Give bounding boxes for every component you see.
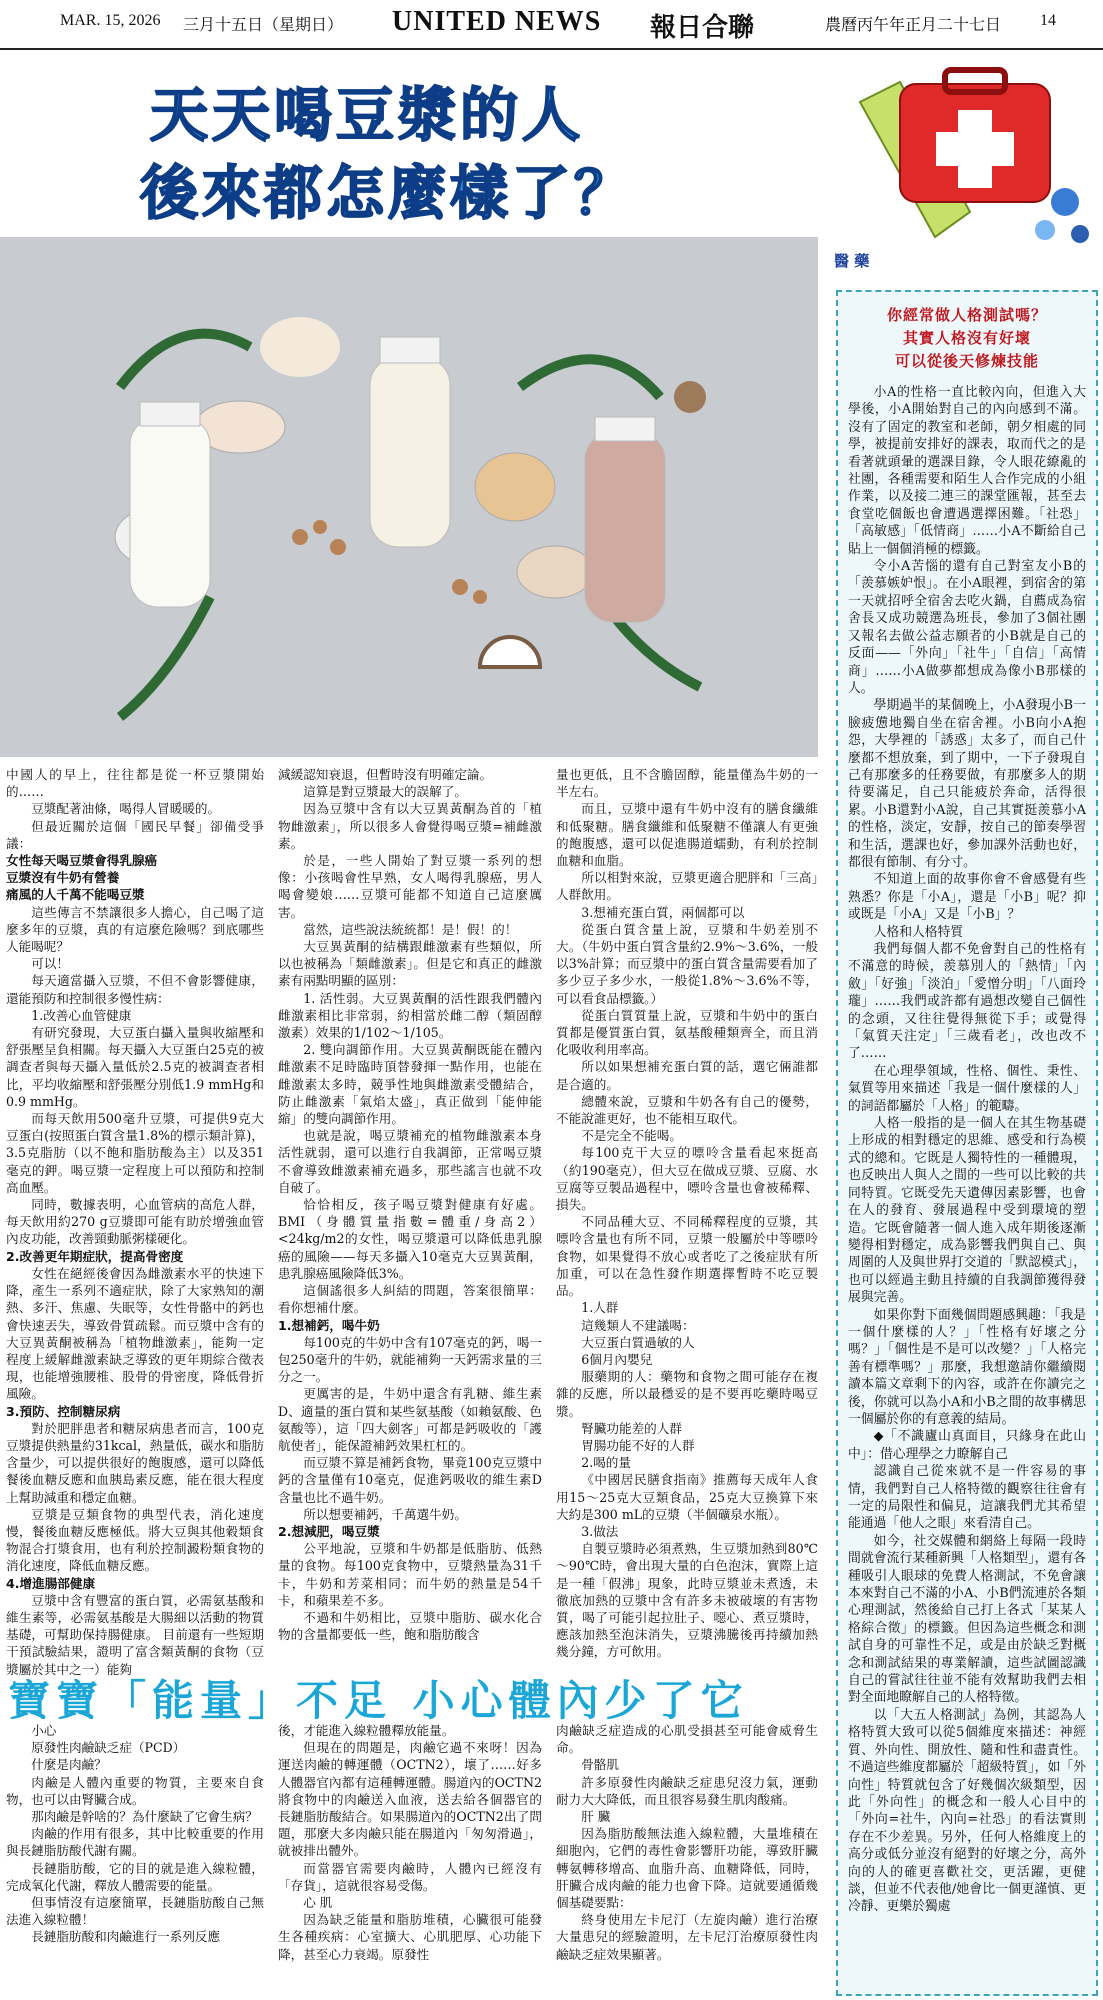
sidebar-title-line: 可以從後天修煉技能 <box>894 352 1039 370</box>
paragraph: 從蛋白質含量上說，豆漿和牛奶差別不大。（牛奶中蛋白質含量約2.9%～3.6%，一般以3%計算；而豆漿中的蛋白質含量需要看加了多少豆子多少水，一般從1.8%～3.6%不等，可以看食品標籤。） <box>556 921 818 1006</box>
paragraph: 但現在的問題是，肉鹼它過不來呀！因為運送肉鹼的轉運體（OCTN2），壞了……好多人體器官內都有這種轉運體。腸道內的OCTN2將食物中的肉鹼送入血液，送去給各個器官的長鏈脂肪酸結合。如果腸道內的OCTN2出了問題，那麼大多肉鹼只能在腸道內「匆匆滑過」，就被排出體外。 <box>278 1740 542 1859</box>
paragraph: 我們每個人都不免會對自己的性格有不滿意的時候，羨慕別人的「熱情」「內斂」「好強」「淡泊」「愛憎分明」「八面玲瓏」……我們或許都有過想改變自己個性的念頭，又往往覺得無從下手；或覺得「氣質天注定」「三歲看老」，改也改不了…… <box>848 942 1086 1062</box>
paragraph: 所以相對來說，豆漿更適合肥胖和「三高」人群飲用。 <box>556 870 818 903</box>
second-article-column-2 <box>278 1722 542 1998</box>
paragraph: 肝 臟 <box>581 1809 611 1825</box>
paragraph: 但最近關於這個「國民早餐」卻備受爭議： <box>6 818 264 851</box>
article-column-2 <box>278 766 542 1651</box>
paragraph: 2.喝的量 <box>581 1455 631 1471</box>
paragraph: 小心 <box>31 1723 57 1738</box>
paragraph: 總體來說，豆漿和牛奶各有自己的優勢，不能說誰更好，也不能相互取代。 <box>556 1093 818 1127</box>
paragraph: 心 肌 <box>303 1895 333 1911</box>
sidebar-article <box>836 290 1098 1996</box>
paragraph: 因為豆漿中含有以大豆異黃酮為首的「植物雌激素」，所以很多人會覺得喝豆漿=補雌激素。 <box>278 801 542 851</box>
rumor-item: 女性每天喝豆漿會得乳腺癌 <box>6 853 158 869</box>
paragraph: 不知道上面的故事你會不會感覺有些熟悉？你是「小A」，還是「小B」呢？抑或既是「小A」又是「小B」？ <box>848 872 1086 923</box>
paragraph: 服藥期的人：藥物和食物之間可能存在複雜的反應，所以最穩妥的是不要再吃藥時喝豆漿。 <box>556 1369 818 1419</box>
section-label: 醫 藥 <box>834 252 870 270</box>
paragraph: 不過和牛奶相比，豆漿中脂肪、碳水化合物的含量都要低一些，飽和脂肪酸含 <box>278 1609 542 1643</box>
paragraph: 後，才能進入線粒體釋放能量。 <box>278 1723 455 1738</box>
second-article-column-1 <box>6 1722 264 1998</box>
paragraph: 這幾類人不建議喝： <box>581 1317 695 1333</box>
sidebar-body <box>848 384 1086 1984</box>
article-column-3 <box>556 766 818 1660</box>
paragraph: 終身使用左卡尼汀（左旋肉鹼）進行治療 大量患兒的經驗證明，左卡尼汀治療原發性肉鹼缺乏症效果顯著。 <box>556 1912 818 1962</box>
paragraph: 豆漿中含有豐富的蛋白質，必需氨基酸和維生素等，必需氨基酸是大腸細以活動的物質基礎，可幫助保持腸健康。 目前還有一些短期干預試驗結果，證明了富含類黃酮的食物（豆漿屬於其中之一）能夠 <box>6 1592 264 1677</box>
subheading: 2.改善更年期症狀，提高骨密度 <box>6 1248 184 1264</box>
paragraph: 大豆蛋白質過敏的人 <box>581 1334 695 1350</box>
paragraph: 這個謠很多人糾結的問題，答案很簡單：看你想補什麼。 <box>278 1283 542 1316</box>
paragraph: 長鏈脂肪酸，它的目的就是進入線粒體，完成氧化代謝，釋放人體需要的能量。 <box>6 1860 264 1893</box>
article-column-1 <box>6 766 264 1677</box>
paragraph: 公平地說，豆漿和牛奶都是低脂肪、低熱量的食物。每100克食物中，豆漿熱量為31千卡，牛奶和芳菜相同；而牛奶的熱量是54千卡，和蘋果差不多。 <box>278 1541 542 1608</box>
subheading: 2.想減肥，喝豆漿 <box>278 1523 380 1539</box>
paragraph: 原發性肉鹼缺乏症（PCD） <box>31 1740 186 1756</box>
paragraph: 這些傳言不禁讓很多人擔心，自己喝了這麼多年的豆漿，真的有這麼危險嗎？到底哪些人能喝呢？ <box>6 904 264 955</box>
paragraph: 3.想補充蛋白質，兩個都可以 <box>581 904 745 920</box>
paragraph: 如果你對下面幾個問題感興趣：「我是一個什麼樣的人？」「性格有好壞之分嗎？」「個性是不是可以改變？」「人格完善有標準嗎？」那麼，我想邀請你繼續閱讀本篇文章剩下的內容，或許在你讀完之後，你就可以為小A和小B之間的故事構思一個屬於你的有意義的結局。 <box>848 1307 1086 1427</box>
rumor-item: 痛風的人千萬不能喝豆漿 <box>6 887 145 903</box>
paragraph: 而當器官需要肉鹼時，人體內已經沒有「存貨」，這就很容易受傷。 <box>278 1860 542 1893</box>
issue-date: MAR. 15, 2026 <box>60 12 161 29</box>
paragraph: 同時，數據表明，心血管病的高危人群，每天飲用約270 g豆漿即可能有助於增強血管內皮功能，改善頸動脈粥樣硬化。 <box>6 1197 264 1247</box>
paragraph: 可以！ <box>31 956 69 972</box>
paragraph: 每天適當攝入豆漿，不但不會影響健康，還能預防和控制很多慢性病： <box>6 973 264 1006</box>
sidebar-title <box>838 304 1096 373</box>
paragraph: 肉鹼缺乏症造成的心肌受損甚至可能會威脅生命。 <box>556 1723 818 1756</box>
paragraph: 豆漿是豆類食物的典型代表，消化速度慢，餐後血糖反應極低。將大豆與其他穀類食物混合打漿食用，也有利於控制澱粉類食物的消化速度，降低血糖反應。 <box>6 1506 264 1574</box>
paragraph: 認識自己從來就不是一件容易的事情，我們對自己人格特徵的觀察往往會有一定的局限性和偏見，這讓我們尤其希望能通過「他人之眼」來看清自己。 <box>848 1464 1086 1532</box>
paragraph: 豆漿配著油條，喝得人冒暖暖的。 <box>31 801 221 817</box>
paragraph: 1.改善心血管健康 <box>31 1007 132 1023</box>
paragraph: 而每天飲用500毫升豆漿，可提供9克大豆蛋白(按照蛋白質含量1.8%的標示類計算)，3.5克脂肪（以不飽和脂肪酸為主）以及351毫克的鉀。喝豆漿一定程度上可以預防和控制高血壓。 <box>6 1111 264 1195</box>
paragraph: 腎臟功能差的人群 <box>581 1420 682 1436</box>
paragraph: 因為脂肪酸無法進入線粒體，大量堆積在細胞內，它們的毒性會影響肝功能，導致肝臟轉氨轉移增高、血脂升高、血糖降低，同時，肝臟合成肉鹼的能力也會下降。這就要通循幾個基礎要點： <box>556 1826 818 1911</box>
second-article-headline: 寶寶「能量」不足 小心體內少了它 <box>8 1676 749 1725</box>
paragraph: 6個月內嬰兒 <box>581 1351 653 1367</box>
paragraph: 每100克干大豆的嘌呤含量看起來挺高（約190毫克），但大豆在做成豆漿、豆腐、水豆腐等豆製品過程中，嘌呤含量也會被稀釋、損失。 <box>556 1145 818 1213</box>
paragraph: 2. 雙向調節作用。大豆異黃酮既能在體內雌激素不足時臨時頂替發揮一點作用，也能在雌激素太多時，競爭性地與雌激素受體結合，防止雌激素「氣焰太盛」，真正做到「能伸能縮」的雙向調節作用。 <box>278 1042 542 1127</box>
masthead-title-cn: 報日合聯 <box>650 13 755 43</box>
paragraph: 也就是說，喝豆漿補充的植物雌激素本身活性就弱，還可以進行自我調節，正常喝豆漿不會導致雌激素補充過多，那些謠言也就不攻自破了。 <box>278 1128 542 1195</box>
paragraph: 有研究發現，大豆蛋白攝入量與收縮壓和舒張壓呈負相關。每天攝入大豆蛋白25克的被調查者與每天攝入量低於2.5克的被調查者相比，平均收縮壓和舒張壓分別低1.9 mmHg和0.9 mmHg。 <box>6 1025 264 1109</box>
paragraph: 不同品種大豆、不同稀釋程度的豆漿，其嘌呤含量也有所不同，豆漿一般屬於中等嘌呤食物，如果覺得不放心或者吃了之後症狀有所加重，可以在急性發作期選擇暫時不吃豆製品。 <box>556 1214 818 1299</box>
paragraph: 因為缺乏能量和脂肪堆積，心臟很可能發生各種疾病：心室擴大、心肌肥厚、心功能下降，甚至心力衰竭。原發性 <box>278 1912 542 1962</box>
paragraph: 以「大五人格測試」為例，其認為人格特質大致可以從5個維度來描述：神經質、外向性、開放性、隨和性和盡責性。不過這些維度都屬於「超級特質」，如「外向性」特質就包含了好幾個次級類型，因此「外向性」的概念和一般人心目中的「外向=社牛，內向=社恐」的看法實則存在不少差異。另外，任何人格維度上的高分或低分並沒有絕對的好壞之分，高外向的人的確更喜歡社交，更活躍，更健談，但並不代表他/她會比一個更謹慎、更冷靜、更樂於獨處 <box>848 1707 1086 1915</box>
paragraph: 肉鹼是人體內重要的物質，主要來自食物，也可以由腎臟合成。 <box>6 1774 264 1807</box>
paragraph: 女性在絕經後會因為雌激素水平的快速下降，產生一系列不適症狀，除了大家熟知的潮熱、多汗、焦慮、失眠等，女性骨骼中的鈣也會快速丟失，導致骨質疏鬆。而豆漿中含有的大豆異黃酮被稱為「植物雌激素」，能夠一定程度上緩解雌激素缺乏導致的更年期綜合徵表現，也能增強腰椎、股骨的骨密度，降低骨折風險。 <box>6 1265 264 1402</box>
paragraph: 在心理學領域，性格、個性、秉性、氣質等用來描述「我是一個什麼樣的人」的詞語都屬於「人格」的範疇。 <box>848 1063 1086 1114</box>
paragraph: 每100克的牛奶中含有107毫克的鈣，喝一包250毫升的牛奶，就能補夠一天鈣需求量的三分之一。 <box>278 1334 542 1385</box>
medical-kit-illustration <box>840 62 1095 252</box>
rumor-item: 豆漿沒有牛奶有營養 <box>6 870 120 886</box>
page-number: 14 <box>1040 12 1056 29</box>
paragraph: 自製豆漿時必須煮熟，生豆漿加熱到80℃～90℃時，會出現大量的白色泡沫，實際上這是一種「假沸」現象，此時豆漿並未煮透，未徹底加熱的豆漿中含有許多未被破壞的有害物質，喝了可能引起拉肚子、噁心、煮豆漿時，應該加熱至泡沫消失，豆漿沸騰後再持續加熱幾分鐘，方可飲用。 <box>556 1541 818 1660</box>
subheading: 4.增進腸部健康 <box>6 1575 96 1591</box>
paragraph: 而豆漿不算是補鈣食物，畢竟100克豆漿中鈣的含量僅有10毫克，促進鈣吸收的維生素D含量也比不過牛奶。 <box>278 1455 542 1505</box>
paragraph: 那肉鹼是幹啥的？為什麼缺了它會生病？ <box>31 1809 258 1825</box>
subheading: 3.預防、控制糖尿病 <box>6 1403 121 1419</box>
paragraph: 1.人群 <box>581 1300 619 1316</box>
masthead-bar <box>0 0 1103 50</box>
headline-line2: 後來都怎麼樣了？ <box>140 159 637 227</box>
sidebar-title-line: 其實人格沒有好壞 <box>902 329 1031 347</box>
paragraph: 不是完全不能喝。 <box>581 1128 682 1144</box>
paragraph: 更厲害的是，牛奶中還含有乳糖、維生素D、適量的蛋白質和某些氨基酸（如賴氨酸、色氨酸等），這「四大劍客」可都是鈣吸收的「護航使者」，能保證補鈣效果杠杠的。 <box>278 1386 542 1453</box>
paragraph: 肉鹼的作用有很多，其中比較重要的作用與長鏈脂肪酸代謝有關。 <box>6 1826 264 1859</box>
paragraph: 小A的性格一直比較內向，但進入大學後，小A開始對自己的內向感到不滿。沒有了固定的教室和老師，朝夕相處的同學，被提前安排好的課表，取而代之的是看著就頭暈的選課目錄，令人眼花繚亂的社團，各種需要和陌生人合作完成的小組作業，以及接二連三的課堂匯報，甚至去食堂吃個飯也會遭遇選擇困難。「社恐」「高敏感」「低情商」……小A不斷給自己貼上一個個消極的標籤。 <box>848 385 1086 557</box>
paragraph: 胃腸功能不好的人群 <box>581 1437 695 1453</box>
paragraph: 如今，社交媒體和網絡上每隔一段時間就會流行某種新興「人格類型」，還有各種吸引人眼球的免費人格測試，不免會讓本來對自己不滿的小A、小B們流連於各類心理測試，然後給自己打上各式「某某人格綜合徵」的標籤。但因為這些概念和測試自身的可靠性不足，或是由於缺乏對概念和測試結果的專業解讀，這些試圖認識自己的嘗試往往並不能有效幫助我們去相對全面地瞭解自己的人格特徵。 <box>848 1533 1086 1706</box>
paragraph: 學期過半的某個晚上，小A發現小B一臉疲憊地獨自坐在宿舍裡。小B向小A抱怨，大學裡的「誘惑」太多了，而自己什麼都不想放棄，到了期中，一下子發現自己有那麼多的任務要做，有那麼多人的期待要滿足，自己只能疲於奔命，活得很累。小B還對小A說，自己其實挺羨慕小A的性格，淡定，安靜，按自己的節奏學習和生活，選課也好，參加課外活動也好，都很有節制、有分寸。 <box>848 698 1086 870</box>
paragraph: 大豆異黃酮的結構跟雌激素有些類似，所以也被稱為「類雌激素」。但是它和真正的雌激素有兩點明顯的區別： <box>278 939 542 989</box>
paragraph: 3.做法 <box>581 1523 619 1539</box>
paragraph: 於是，一些人開始了對豆漿一系列的想像：小孩喝會性早熟，女人喝得乳腺癌，男人喝會變娘……豆漿可能都不知道自己這麼厲害。 <box>278 853 542 920</box>
paragraph: 所以如果想補充蛋白質的話，選它倆誰都是合適的。 <box>556 1059 818 1092</box>
subheading: 人格和人格特質 <box>873 924 964 940</box>
paragraph: 但事情沒有這麼簡單，長鏈脂肪酸自己無法進入線粒體！ <box>6 1895 264 1928</box>
paragraph: 骨骼肌 <box>581 1757 619 1773</box>
soy-milk-photo <box>0 237 818 757</box>
issue-date-cn: 三月十五日（星期日） <box>183 15 344 34</box>
paragraph: 量也更低，且不含膽固醇，能量僅為牛奶的一半左右。 <box>556 767 818 800</box>
paragraph: 1. 活性弱。大豆異黃酮的活性跟我們體內雌激素相比非常弱，約相當於雌二醇（類固醇激素）效果的1/102～1/105。 <box>278 990 542 1041</box>
paragraph: 對於肥胖患者和糖尿病患者而言，100克豆漿提供熱量約31kcal，熱量低，碳水和脂肪含量少，可以提供很好的飽腹感，還可以降低餐後血糖反應和血胰島素反應，能在很大程度上幫助減重和穩定血糖。 <box>6 1420 264 1505</box>
paragraph: 許多原發性肉鹼缺乏症患兒沒力氣，運動耐力大大降低，而且很容易發生肌肉酸痛。 <box>556 1774 818 1807</box>
paragraph: 《中國居民膳食指南》推薦每天成年人食用15～25克大豆類食品，25克大豆換算下來大約是300 mL的豆漿（半個礦泉水瓶）。 <box>556 1472 818 1522</box>
paragraph: 什麼是肉鹼？ <box>31 1757 107 1773</box>
paragraph: 而且，豆漿中還有牛奶中沒有的膳食纖維和低聚糖。膳食纖維和低聚糖不僅讓人有更強的飽腹感，還可以促進腸道蠕動，有利於控制血糖和血脂。 <box>556 801 818 869</box>
sidebar-title-line: 你經常做人格測試嗎？ <box>886 306 1047 324</box>
paragraph: 所以想要補鈣，千萬選牛奶。 <box>303 1506 467 1522</box>
headline-line1: 天天喝豆漿的人 <box>150 81 585 149</box>
paragraph: 令小A苦惱的還有自己對室友小B的「羨慕嫉妒恨」。在小A眼裡，到宿舍的第一天就招呼全宿舍去吃火鍋，自薦成為宿舍長又成功競選為班長，參加了3個社團又報名去做公益志願者的小B就是自己的反面——「外向」「社牛」「自信」「高情商」……小A做夢都想成為像小B那樣的人。 <box>848 559 1086 696</box>
paragraph: 減緩認知衰退，但暫時沒有明確定論。 <box>278 767 493 782</box>
lunar-date: 農曆丙午年正月二十七日 <box>825 15 1002 34</box>
paragraph: 這算是對豆漿最大的誤解了。 <box>303 784 467 800</box>
paragraph: 長鏈脂肪酸和肉鹼進行一系列反應 <box>31 1929 221 1945</box>
subheading: 1.想補鈣，喝牛奶 <box>278 1317 380 1333</box>
masthead-title: UNITED NEWS <box>392 6 602 37</box>
paragraph: 恰恰相反，孩子喝豆漿對健康有好處。BMI（身體質量指數=體重/身高2）<24kg/m2的女性，喝豆漿還可以降低患乳腺癌的風險——每天多攝入10毫克大豆異黃酮，患乳腺癌風險降低3%。 <box>278 1197 542 1281</box>
second-article-column-3 <box>556 1722 818 1998</box>
paragraph: 中國人的早上，往往都是從一杯豆漿開始的…… <box>6 767 264 800</box>
paragraph: 當然，這些說法統統都！是！假！的！ <box>303 921 518 937</box>
paragraph: 從蛋白質質量上說，豆漿和牛奶中的蛋白質都是優質蛋白質，氨基酸種類齊全，而且消化吸收利用率高。 <box>556 1007 818 1058</box>
paragraph: 人格一般指的是一個人在其生物基礎上形成的相對穩定的思維、感受和行為模式的總和。它既是人獨特性的一種體現，也反映出人與人之間的一些可以比較的共同特質。它既受先天遺傳因素影響，也會在人的發育、發展過程中受到環境的塑造。它既會隨著一個人進入成年期後逐漸變得相對穩定，成為影響我們與自己、與周圍的人及與世界打交道的「默認模式」，也可以經過主動且持續的自我調節獲得發展與完善。 <box>848 1116 1086 1306</box>
subheading: ◆「不識廬山真面目，只緣身在此山中」：借心理學之力瞭解自己 <box>848 1429 1086 1462</box>
